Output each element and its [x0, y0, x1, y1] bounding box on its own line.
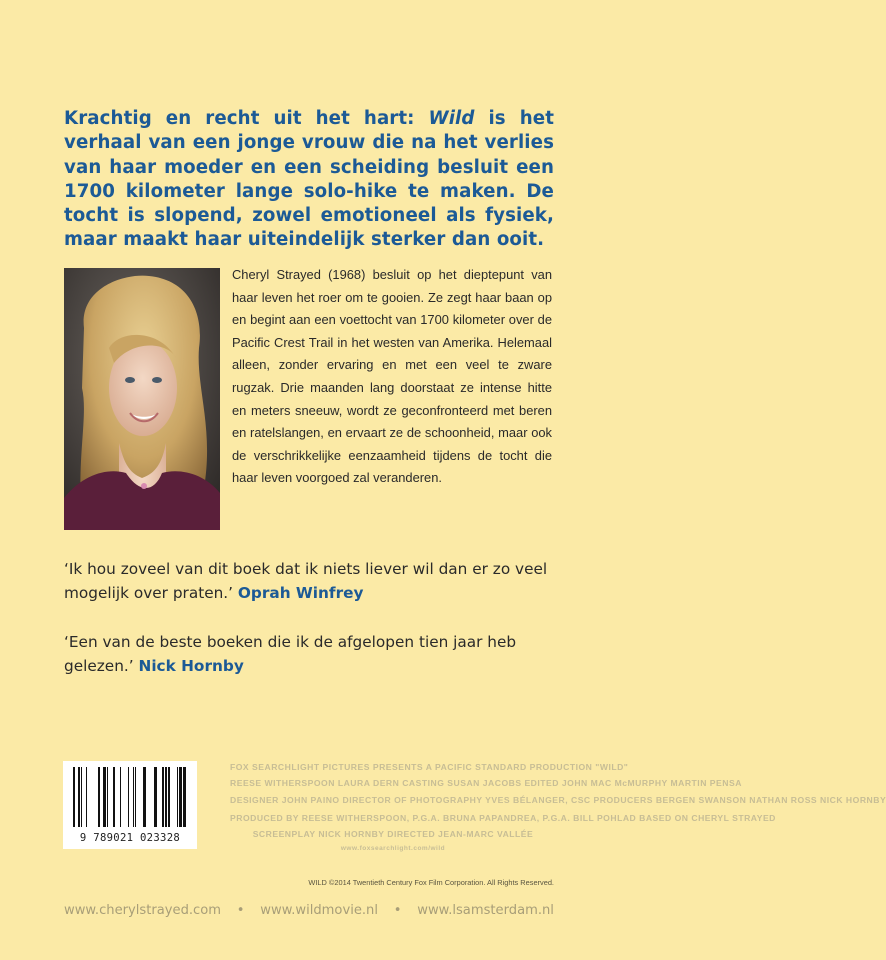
copyright-text: ©2014 Twentieth Century Fox Film Corporation. All Rights Reserved.: [326, 878, 554, 887]
barcode-bar: [183, 767, 186, 827]
footer-link-cherylstrayed[interactable]: www.cherylstrayed.com: [64, 903, 222, 918]
credit-line: REESE WITHERSPOON LAURA DERN CASTING SUSAN JACOBS EDITED JOHN MAC McMURPHY MARTIN PENSA: [230, 778, 742, 788]
barcode-bar: [135, 767, 136, 827]
barcode-bar: [73, 767, 75, 827]
footer-links: [64, 903, 554, 918]
isbn-number: 9 789021 023328: [79, 832, 181, 844]
isbn-barcode: [63, 761, 197, 849]
credit-url: www.foxsearchlight.com/wild: [340, 845, 446, 852]
barcode-bar: [179, 767, 182, 827]
review-quote-1: [64, 557, 554, 605]
credit-line: FOX SEARCHLIGHT PICTURES PRESENTS A PACIFIC STANDARD PRODUCTION "WILD": [230, 762, 629, 772]
barcode-bar: [103, 767, 106, 827]
blurb-rest: is het verhaal van een jonge vrouw die na het verlies van haar moeder en een scheiding besluit een 1700 kilometer lange solo-hike te maken. De tocht is slopend, zowel emotioneel als fysiek, maar maakt haar uiteindelijk sterker dan ooit.: [64, 108, 554, 251]
barcode-bar: [133, 767, 134, 827]
barcode-bar: [143, 767, 146, 827]
cover-blurb: [64, 107, 554, 253]
barcode-bar: [81, 767, 82, 827]
barcode-bar: [98, 767, 100, 827]
author-bio: Cheryl Strayed (1968) besluit op het dieptepunt van haar leven het roer om te gooien. Ze zegt haar baan op en begint aan een voettocht van 1700 kilometer over de Pacific Crest Trail in het westen van Amerika. Helemaal alleen, zonder ervaring en met een veel te zware rugzak. Drie maanden lang doorstaat ze intense hitte en meters sneeuw, wordt ze geconfronteerd met beren en ratelslangen, en ervaart ze de schoonheid, maar ook de verschrikkelijke eenzaamheid tijdens de tocht die haar leven voorgoed zal veranderen.: [232, 267, 552, 486]
quote-text: ‘Een van de beste boeken die ik de afgelopen tien jaar heb gelezen.’: [64, 633, 517, 675]
barcode-bar: [154, 767, 157, 827]
review-quote-2: [64, 630, 554, 678]
quote-author: Nick Hornby: [138, 657, 244, 675]
footer-link-lsamsterdam[interactable]: www.lsamsterdam.nl: [417, 903, 554, 918]
barcode-bar: [78, 767, 80, 827]
credit-line: PRODUCED BY REESE WITHERSPOON, P.G.A. BRUNA PAPANDREA, P.G.A. BILL POHLAD BASED ON CHERYL STRAYED: [230, 813, 776, 823]
film-credit-block: [230, 762, 886, 854]
footer-link-wildmovie[interactable]: www.wildmovie.nl: [260, 903, 378, 918]
footer-separator: •: [236, 903, 245, 918]
barcode-bar: [120, 767, 121, 827]
footer-separator: •: [393, 903, 402, 918]
blurb-lead: Krachtig en recht uit het hart:: [64, 108, 429, 129]
barcode-bar: [113, 767, 115, 827]
barcode-bar: [162, 767, 164, 827]
author-photo: [64, 268, 220, 530]
barcode-bar: [128, 767, 129, 827]
copyright-notice: [232, 878, 554, 887]
barcode-bar: [165, 767, 167, 827]
barcode-bars: [69, 767, 191, 831]
barcode-bar: [107, 767, 108, 827]
quote-author: Oprah Winfrey: [237, 584, 364, 602]
barcode-bar: [168, 767, 170, 827]
barcode-bar: [177, 767, 178, 827]
credit-line: SCREENPLAY NICK HORNBY DIRECTED JEAN-MARC VALLÉE: [252, 829, 534, 839]
blurb-title: Wild: [428, 108, 475, 129]
quote-text: ‘Ik hou zoveel van dit boek dat ik niets liever wil dan er zo veel mogelijk over praten.’: [64, 560, 548, 602]
barcode-bar: [86, 767, 87, 827]
credit-line: DESIGNER JOHN PAINO DIRECTOR OF PHOTOGRAPHY YVES BÉLANGER, CSC PRODUCERS BERGEN SWANSON NATHAN ROSS NICK HORNBY: [230, 795, 886, 805]
copyright-title: WILD: [308, 878, 327, 887]
